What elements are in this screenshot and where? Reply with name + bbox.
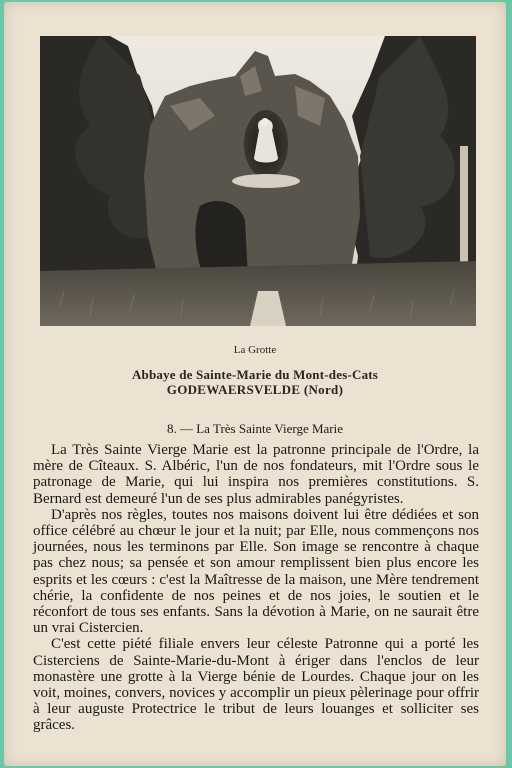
abbey-name: Abbaye de Sainte-Marie du Mont-des-Cats [131, 367, 379, 382]
paragraph: La Très Sainte Vierge Marie est la patronne principale de l'Ordre, la mère de Cîteaux. S. Albéric, l'un de nos fondateurs, mit l'Ordre sous le patronage de Marie, qui lui inspira nos premières constitutions. S. Bernard est demeuré l'un de ses plus admirables panégyristes. [33, 442, 479, 507]
grotto-photo [40, 36, 476, 326]
altar-ledge [232, 174, 300, 188]
paragraph: C'est cette piété filiale envers leur céleste Patronne qui a porté les Cisterciens de Sainte-Marie-du-Mont à ériger dans l'enclos de leur monastère une grotte à la Vierge bénie de Lourdes. Chaque jour on les voit, moines, convers, novices y accomplir un pieux pèlerinage pour offrir à leur auguste Protectrice le tribut de leurs louanges et solliciter ses grâces. [33, 636, 479, 734]
article-body [33, 442, 479, 734]
grotto-photo-illustration [40, 36, 476, 326]
postcard [4, 2, 506, 766]
place-name: GODEWAERSVELDE (Nord) [166, 382, 344, 397]
paragraph: D'après nos règles, toutes nos maisons doivent lui être dédiées et son office célébré au chœur le jour et la nuit; par Elle, nous commençons nos journées, nous les terminons par Elle. Son image se rencontre à chaque pas chez nous; sa pensée et son amour remplissent bien plus encore les esprits et les cœurs : c'est la Maîtresse de la maison, une Mère tendrement chérie, la confidente de nos peines et de nos joies, le soutien et le réconfort de tous ses enfants. Sans la dévotion à Marie, on ne saurait être un vrai Cistercien. [33, 506, 479, 637]
article-heading: 8. — La Très Sainte Vierge Marie [166, 421, 344, 436]
photo-title: La Grotte [233, 344, 277, 356]
